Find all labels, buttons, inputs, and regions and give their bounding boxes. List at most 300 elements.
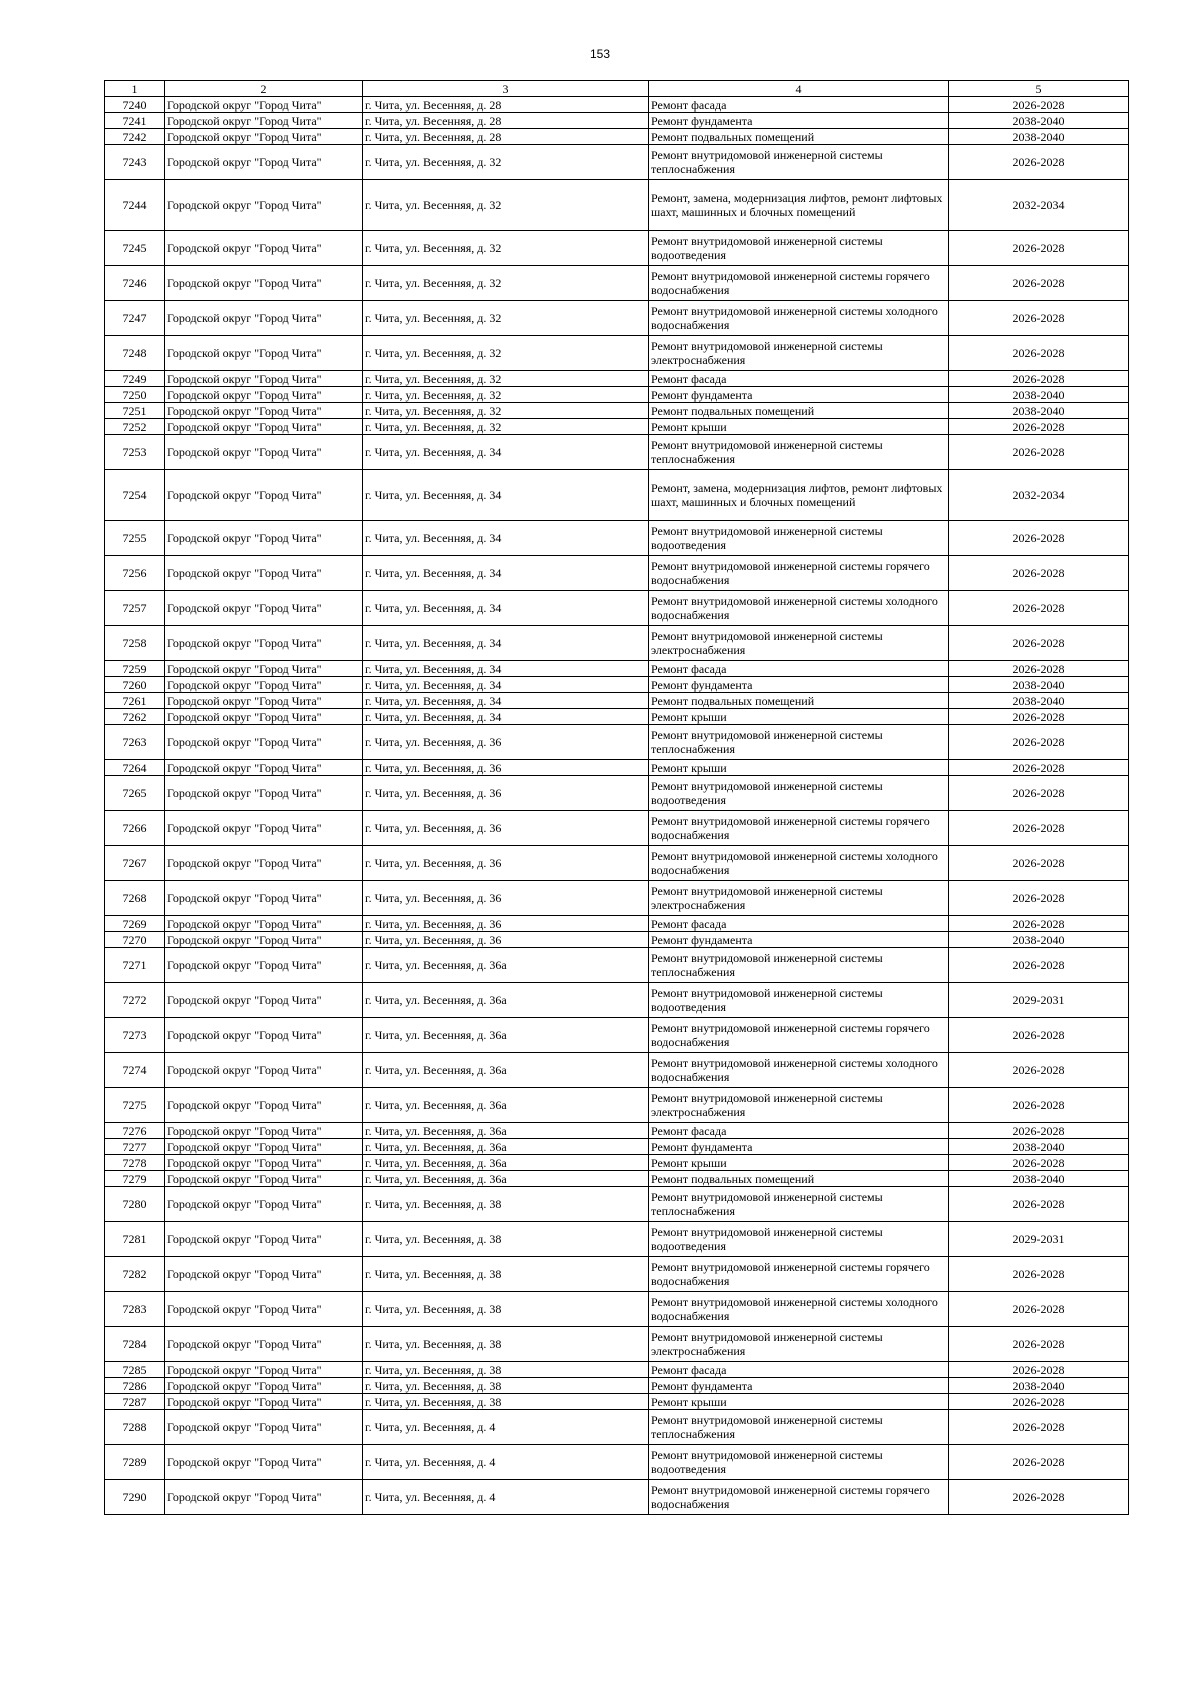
municipality-cell: Городской округ "Город Чита" [165,419,363,435]
work-type-cell: Ремонт подвальных помещений [649,1171,949,1187]
period-cell: 2026-2028 [949,556,1129,591]
row-number-cell: 7255 [105,521,165,556]
municipality-cell: Городской округ "Город Чита" [165,661,363,677]
work-type-cell: Ремонт внутридомовой инженерной системы горячего водоснабжения [649,1257,949,1292]
row-number-cell: 7258 [105,626,165,661]
period-cell: 2026-2028 [949,97,1129,113]
row-number-cell: 7265 [105,776,165,811]
period-cell: 2026-2028 [949,1480,1129,1515]
period-cell: 2026-2028 [949,1053,1129,1088]
municipality-cell: Городской округ "Город Чита" [165,403,363,419]
table-row [105,1362,1129,1378]
period-cell: 2026-2028 [949,1123,1129,1139]
row-number-cell: 7246 [105,266,165,301]
column-header: 1 [105,81,165,97]
address-cell: г. Чита, ул. Весенняя, д. 36 [363,811,649,846]
work-type-cell: Ремонт внутридомовой инженерной системы теплоснабжения [649,145,949,180]
table-row [105,1155,1129,1171]
table-row [105,846,1129,881]
municipality-cell: Городской округ "Город Чита" [165,1171,363,1187]
municipality-cell: Городской округ "Город Чита" [165,1155,363,1171]
address-cell: г. Чита, ул. Весенняя, д. 34 [363,709,649,725]
address-cell: г. Чита, ул. Весенняя, д. 38 [363,1362,649,1378]
period-cell: 2038-2040 [949,693,1129,709]
table-row [105,1123,1129,1139]
row-number-cell: 7279 [105,1171,165,1187]
period-cell: 2026-2028 [949,1187,1129,1222]
work-type-cell: Ремонт внутридомовой инженерной системы теплоснабжения [649,1410,949,1445]
municipality-cell: Городской округ "Город Чита" [165,948,363,983]
municipality-cell: Городской округ "Город Чита" [165,129,363,145]
row-number-cell: 7276 [105,1123,165,1139]
table-row [105,881,1129,916]
row-number-cell: 7256 [105,556,165,591]
work-type-cell: Ремонт внутридомовой инженерной системы горячего водоснабжения [649,811,949,846]
period-cell: 2026-2028 [949,1155,1129,1171]
address-cell: г. Чита, ул. Весенняя, д. 38 [363,1222,649,1257]
work-type-cell: Ремонт фасада [649,1123,949,1139]
work-type-cell: Ремонт подвальных помещений [649,403,949,419]
address-cell: г. Чита, ул. Весенняя, д. 36 [363,916,649,932]
period-cell: 2026-2028 [949,916,1129,932]
address-cell: г. Чита, ул. Весенняя, д. 36а [363,948,649,983]
row-number-cell: 7266 [105,811,165,846]
table-row [105,113,1129,129]
row-number-cell: 7282 [105,1257,165,1292]
row-number-cell: 7287 [105,1394,165,1410]
row-number-cell: 7245 [105,231,165,266]
period-cell: 2038-2040 [949,129,1129,145]
municipality-cell: Городской округ "Город Чита" [165,983,363,1018]
municipality-cell: Городской округ "Город Чита" [165,1445,363,1480]
address-cell: г. Чита, ул. Весенняя, д. 34 [363,435,649,470]
table-row [105,591,1129,626]
address-cell: г. Чита, ул. Весенняя, д. 4 [363,1445,649,1480]
work-type-cell: Ремонт внутридомовой инженерной системы теплоснабжения [649,948,949,983]
work-type-cell: Ремонт крыши [649,709,949,725]
period-cell: 2029-2031 [949,983,1129,1018]
municipality-cell: Городской округ "Город Чита" [165,677,363,693]
address-cell: г. Чита, ул. Весенняя, д. 32 [363,266,649,301]
work-type-cell: Ремонт внутридомовой инженерной системы горячего водоснабжения [649,1018,949,1053]
municipality-cell: Городской округ "Город Чита" [165,113,363,129]
row-number-cell: 7263 [105,725,165,760]
row-number-cell: 7262 [105,709,165,725]
period-cell: 2026-2028 [949,1292,1129,1327]
row-number-cell: 7264 [105,760,165,776]
work-type-cell: Ремонт внутридомовой инженерной системы электроснабжения [649,336,949,371]
work-type-cell: Ремонт крыши [649,760,949,776]
municipality-cell: Городской округ "Город Чита" [165,1222,363,1257]
table-row [105,725,1129,760]
period-cell: 2026-2028 [949,266,1129,301]
table-row [105,1327,1129,1362]
address-cell: г. Чита, ул. Весенняя, д. 36а [363,1155,649,1171]
table-row [105,1088,1129,1123]
period-cell: 2038-2040 [949,1139,1129,1155]
work-type-cell: Ремонт внутридомовой инженерной системы водоотведения [649,983,949,1018]
row-number-cell: 7274 [105,1053,165,1088]
work-type-cell: Ремонт внутридомовой инженерной системы электроснабжения [649,881,949,916]
row-number-cell: 7289 [105,1445,165,1480]
row-number-cell: 7271 [105,948,165,983]
address-cell: г. Чита, ул. Весенняя, д. 38 [363,1394,649,1410]
municipality-cell: Городской округ "Город Чита" [165,1123,363,1139]
period-cell: 2026-2028 [949,371,1129,387]
row-number-cell: 7285 [105,1362,165,1378]
row-number-cell: 7268 [105,881,165,916]
row-number-cell: 7267 [105,846,165,881]
work-type-cell: Ремонт фасада [649,661,949,677]
municipality-cell: Городской округ "Город Чита" [165,231,363,266]
row-number-cell: 7286 [105,1378,165,1394]
period-cell: 2038-2040 [949,932,1129,948]
municipality-cell: Городской округ "Город Чита" [165,371,363,387]
municipality-cell: Городской округ "Город Чита" [165,1480,363,1515]
period-cell: 2026-2028 [949,626,1129,661]
address-cell: г. Чита, ул. Весенняя, д. 34 [363,591,649,626]
row-number-cell: 7290 [105,1480,165,1515]
address-cell: г. Чита, ул. Весенняя, д. 34 [363,626,649,661]
address-cell: г. Чита, ул. Весенняя, д. 36 [363,760,649,776]
table-row [105,556,1129,591]
municipality-cell: Городской округ "Город Чита" [165,693,363,709]
table-row [105,1139,1129,1155]
address-cell: г. Чита, ул. Весенняя, д. 36 [363,725,649,760]
row-number-cell: 7288 [105,1410,165,1445]
table-row [105,1053,1129,1088]
table-row [105,811,1129,846]
row-number-cell: 7243 [105,145,165,180]
table-row [105,301,1129,336]
row-number-cell: 7270 [105,932,165,948]
period-cell: 2026-2028 [949,591,1129,626]
period-cell: 2026-2028 [949,1394,1129,1410]
work-type-cell: Ремонт внутридомовой инженерной системы теплоснабжения [649,725,949,760]
address-cell: г. Чита, ул. Весенняя, д. 34 [363,661,649,677]
row-number-cell: 7247 [105,301,165,336]
row-number-cell: 7273 [105,1018,165,1053]
work-type-cell: Ремонт, замена, модернизация лифтов, ремонт лифтовых шахт, машинных и блочных помещений [649,470,949,521]
address-cell: г. Чита, ул. Весенняя, д. 4 [363,1480,649,1515]
period-cell: 2032-2034 [949,180,1129,231]
period-cell: 2026-2028 [949,1410,1129,1445]
municipality-cell: Городской округ "Город Чита" [165,97,363,113]
address-cell: г. Чита, ул. Весенняя, д. 38 [363,1187,649,1222]
work-type-cell: Ремонт фундамента [649,387,949,403]
period-cell: 2026-2028 [949,521,1129,556]
work-type-cell: Ремонт, замена, модернизация лифтов, ремонт лифтовых шахт, машинных и блочных помещений [649,180,949,231]
row-number-cell: 7248 [105,336,165,371]
period-cell: 2026-2028 [949,709,1129,725]
municipality-cell: Городской округ "Город Чита" [165,760,363,776]
municipality-cell: Городской округ "Город Чита" [165,1362,363,1378]
municipality-cell: Городской округ "Город Чита" [165,336,363,371]
table-row [105,1222,1129,1257]
municipality-cell: Городской округ "Город Чита" [165,180,363,231]
table-row [105,336,1129,371]
work-type-cell: Ремонт внутридомовой инженерной системы электроснабжения [649,1327,949,1362]
work-type-cell: Ремонт внутридомовой инженерной системы холодного водоснабжения [649,1292,949,1327]
table-row [105,1171,1129,1187]
table-row [105,180,1129,231]
municipality-cell: Городской округ "Город Чита" [165,556,363,591]
table-row [105,916,1129,932]
address-cell: г. Чита, ул. Весенняя, д. 32 [363,419,649,435]
work-type-cell: Ремонт внутридомовой инженерной системы электроснабжения [649,1088,949,1123]
row-number-cell: 7250 [105,387,165,403]
table-row [105,677,1129,693]
row-number-cell: 7281 [105,1222,165,1257]
municipality-cell: Городской округ "Город Чита" [165,776,363,811]
row-number-cell: 7252 [105,419,165,435]
table-row [105,626,1129,661]
work-type-cell: Ремонт внутридомовой инженерной системы водоотведения [649,1445,949,1480]
period-cell: 2026-2028 [949,725,1129,760]
municipality-cell: Городской округ "Город Чита" [165,1378,363,1394]
period-cell: 2026-2028 [949,1327,1129,1362]
work-type-cell: Ремонт внутридомовой инженерной системы водоотведения [649,1222,949,1257]
table-row [105,129,1129,145]
period-cell: 2038-2040 [949,1378,1129,1394]
period-cell: 2032-2034 [949,470,1129,521]
period-cell: 2026-2028 [949,435,1129,470]
row-number-cell: 7278 [105,1155,165,1171]
row-number-cell: 7280 [105,1187,165,1222]
work-type-cell: Ремонт фасада [649,1362,949,1378]
column-header: 3 [363,81,649,97]
municipality-cell: Городской округ "Город Чита" [165,301,363,336]
period-cell: 2026-2028 [949,1257,1129,1292]
municipality-cell: Городской округ "Город Чита" [165,591,363,626]
municipality-cell: Городской округ "Город Чита" [165,1018,363,1053]
municipality-cell: Городской округ "Город Чита" [165,811,363,846]
work-type-cell: Ремонт фасада [649,371,949,387]
row-number-cell: 7240 [105,97,165,113]
address-cell: г. Чита, ул. Весенняя, д. 32 [363,180,649,231]
table-row [105,1394,1129,1410]
address-cell: г. Чита, ул. Весенняя, д. 28 [363,113,649,129]
municipality-cell: Городской округ "Город Чита" [165,1410,363,1445]
municipality-cell: Городской округ "Город Чита" [165,626,363,661]
work-type-cell: Ремонт фасада [649,916,949,932]
work-type-cell: Ремонт внутридомовой инженерной системы горячего водоснабжения [649,266,949,301]
municipality-cell: Городской округ "Город Чита" [165,725,363,760]
table-row [105,1378,1129,1394]
work-type-cell: Ремонт внутридомовой инженерной системы электроснабжения [649,626,949,661]
table-row [105,1018,1129,1053]
table-row [105,371,1129,387]
row-number-cell: 7275 [105,1088,165,1123]
table-row [105,1445,1129,1480]
period-cell: 2026-2028 [949,1088,1129,1123]
address-cell: г. Чита, ул. Весенняя, д. 32 [363,231,649,266]
column-header: 5 [949,81,1129,97]
address-cell: г. Чита, ул. Весенняя, д. 32 [363,336,649,371]
period-cell: 2026-2028 [949,846,1129,881]
period-cell: 2026-2028 [949,336,1129,371]
municipality-cell: Городской округ "Город Чита" [165,1257,363,1292]
municipality-cell: Городской округ "Город Чита" [165,145,363,180]
row-number-cell: 7269 [105,916,165,932]
row-number-cell: 7284 [105,1327,165,1362]
table-row [105,661,1129,677]
row-number-cell: 7272 [105,983,165,1018]
period-cell: 2026-2028 [949,811,1129,846]
address-cell: г. Чита, ул. Весенняя, д. 4 [363,1410,649,1445]
address-cell: г. Чита, ул. Весенняя, д. 36 [363,932,649,948]
work-type-cell: Ремонт внутридомовой инженерной системы холодного водоснабжения [649,1053,949,1088]
period-cell: 2026-2028 [949,1362,1129,1378]
work-type-cell: Ремонт крыши [649,1155,949,1171]
table-row [105,470,1129,521]
row-number-cell: 7259 [105,661,165,677]
table-row [105,435,1129,470]
table-row [105,145,1129,180]
period-cell: 2026-2028 [949,231,1129,266]
table-row [105,403,1129,419]
table-row [105,776,1129,811]
period-cell: 2029-2031 [949,1222,1129,1257]
period-cell: 2026-2028 [949,760,1129,776]
table-row [105,983,1129,1018]
municipality-cell: Городской округ "Город Чита" [165,1292,363,1327]
address-cell: г. Чита, ул. Весенняя, д. 32 [363,301,649,336]
municipality-cell: Городской округ "Город Чита" [165,1394,363,1410]
table-row [105,1480,1129,1515]
municipality-cell: Городской округ "Город Чита" [165,521,363,556]
municipality-cell: Городской округ "Город Чита" [165,1053,363,1088]
table-row [105,693,1129,709]
municipality-cell: Городской округ "Город Чита" [165,1088,363,1123]
municipality-cell: Городской округ "Город Чита" [165,387,363,403]
address-cell: г. Чита, ул. Весенняя, д. 36а [363,1123,649,1139]
address-cell: г. Чита, ул. Весенняя, д. 28 [363,97,649,113]
row-number-cell: 7241 [105,113,165,129]
work-type-cell: Ремонт фундамента [649,677,949,693]
address-cell: г. Чита, ул. Весенняя, д. 36а [363,1018,649,1053]
period-cell: 2038-2040 [949,113,1129,129]
table-row [105,709,1129,725]
address-cell: г. Чита, ул. Весенняя, д. 34 [363,677,649,693]
address-cell: г. Чита, ул. Весенняя, д. 36а [363,1053,649,1088]
address-cell: г. Чита, ул. Весенняя, д. 36 [363,776,649,811]
row-number-cell: 7283 [105,1292,165,1327]
work-type-cell: Ремонт подвальных помещений [649,129,949,145]
address-cell: г. Чита, ул. Весенняя, д. 36а [363,1088,649,1123]
row-number-cell: 7260 [105,677,165,693]
table-row [105,948,1129,983]
address-cell: г. Чита, ул. Весенняя, д. 32 [363,371,649,387]
municipality-cell: Городской округ "Город Чита" [165,916,363,932]
municipality-cell: Городской округ "Город Чита" [165,470,363,521]
table-body [105,97,1129,1515]
address-cell: г. Чита, ул. Весенняя, д. 36а [363,1171,649,1187]
work-type-cell: Ремонт внутридомовой инженерной системы водоотведения [649,776,949,811]
repair-schedule-table [104,80,1129,1515]
work-type-cell: Ремонт фундамента [649,1139,949,1155]
address-cell: г. Чита, ул. Весенняя, д. 34 [363,693,649,709]
municipality-cell: Городской округ "Город Чита" [165,1187,363,1222]
period-cell: 2026-2028 [949,1018,1129,1053]
period-cell: 2038-2040 [949,677,1129,693]
period-cell: 2026-2028 [949,419,1129,435]
municipality-cell: Городской округ "Город Чита" [165,266,363,301]
work-type-cell: Ремонт внутридомовой инженерной системы теплоснабжения [649,1187,949,1222]
work-type-cell: Ремонт внутридомовой инженерной системы горячего водоснабжения [649,556,949,591]
row-number-cell: 7251 [105,403,165,419]
address-cell: г. Чита, ул. Весенняя, д. 34 [363,556,649,591]
header-row [105,81,1129,97]
municipality-cell: Городской округ "Город Чита" [165,1139,363,1155]
row-number-cell: 7257 [105,591,165,626]
table-row [105,419,1129,435]
table-row [105,1410,1129,1445]
municipality-cell: Городской округ "Город Чита" [165,846,363,881]
address-cell: г. Чита, ул. Весенняя, д. 38 [363,1378,649,1394]
table-row [105,231,1129,266]
table-row [105,1292,1129,1327]
work-type-cell: Ремонт внутридомовой инженерной системы холодного водоснабжения [649,301,949,336]
row-number-cell: 7277 [105,1139,165,1155]
period-cell: 2026-2028 [949,776,1129,811]
address-cell: г. Чита, ул. Весенняя, д. 28 [363,129,649,145]
address-cell: г. Чита, ул. Весенняя, д. 32 [363,403,649,419]
work-type-cell: Ремонт фундамента [649,113,949,129]
address-cell: г. Чита, ул. Весенняя, д. 34 [363,521,649,556]
address-cell: г. Чита, ул. Весенняя, д. 36 [363,846,649,881]
period-cell: 2038-2040 [949,1171,1129,1187]
row-number-cell: 7244 [105,180,165,231]
table-row [105,97,1129,113]
work-type-cell: Ремонт фундамента [649,932,949,948]
row-number-cell: 7249 [105,371,165,387]
row-number-cell: 7261 [105,693,165,709]
table-row [105,521,1129,556]
work-type-cell: Ремонт крыши [649,1394,949,1410]
address-cell: г. Чита, ул. Весенняя, д. 32 [363,145,649,180]
address-cell: г. Чита, ул. Весенняя, д. 38 [363,1327,649,1362]
work-type-cell: Ремонт подвальных помещений [649,693,949,709]
period-cell: 2026-2028 [949,145,1129,180]
work-type-cell: Ремонт внутридомовой инженерной системы водоотведения [649,231,949,266]
address-cell: г. Чита, ул. Весенняя, д. 34 [363,470,649,521]
column-header: 4 [649,81,949,97]
work-type-cell: Ремонт внутридомовой инженерной системы горячего водоснабжения [649,1480,949,1515]
municipality-cell: Городской округ "Город Чита" [165,881,363,916]
period-cell: 2026-2028 [949,881,1129,916]
address-cell: г. Чита, ул. Весенняя, д. 32 [363,387,649,403]
address-cell: г. Чита, ул. Весенняя, д. 38 [363,1292,649,1327]
period-cell: 2038-2040 [949,387,1129,403]
work-type-cell: Ремонт фундамента [649,1378,949,1394]
table-row [105,932,1129,948]
municipality-cell: Городской округ "Город Чита" [165,932,363,948]
table-row [105,1187,1129,1222]
address-cell: г. Чита, ул. Весенняя, д. 36а [363,1139,649,1155]
address-cell: г. Чита, ул. Весенняя, д. 36а [363,983,649,1018]
address-cell: г. Чита, ул. Весенняя, д. 36 [363,881,649,916]
period-cell: 2026-2028 [949,1445,1129,1480]
municipality-cell: Городской округ "Город Чита" [165,709,363,725]
period-cell: 2026-2028 [949,301,1129,336]
work-type-cell: Ремонт фасада [649,97,949,113]
period-cell: 2026-2028 [949,661,1129,677]
table-row [105,266,1129,301]
work-type-cell: Ремонт внутридомовой инженерной системы теплоснабжения [649,435,949,470]
work-type-cell: Ремонт внутридомовой инженерной системы холодного водоснабжения [649,591,949,626]
period-cell: 2038-2040 [949,403,1129,419]
